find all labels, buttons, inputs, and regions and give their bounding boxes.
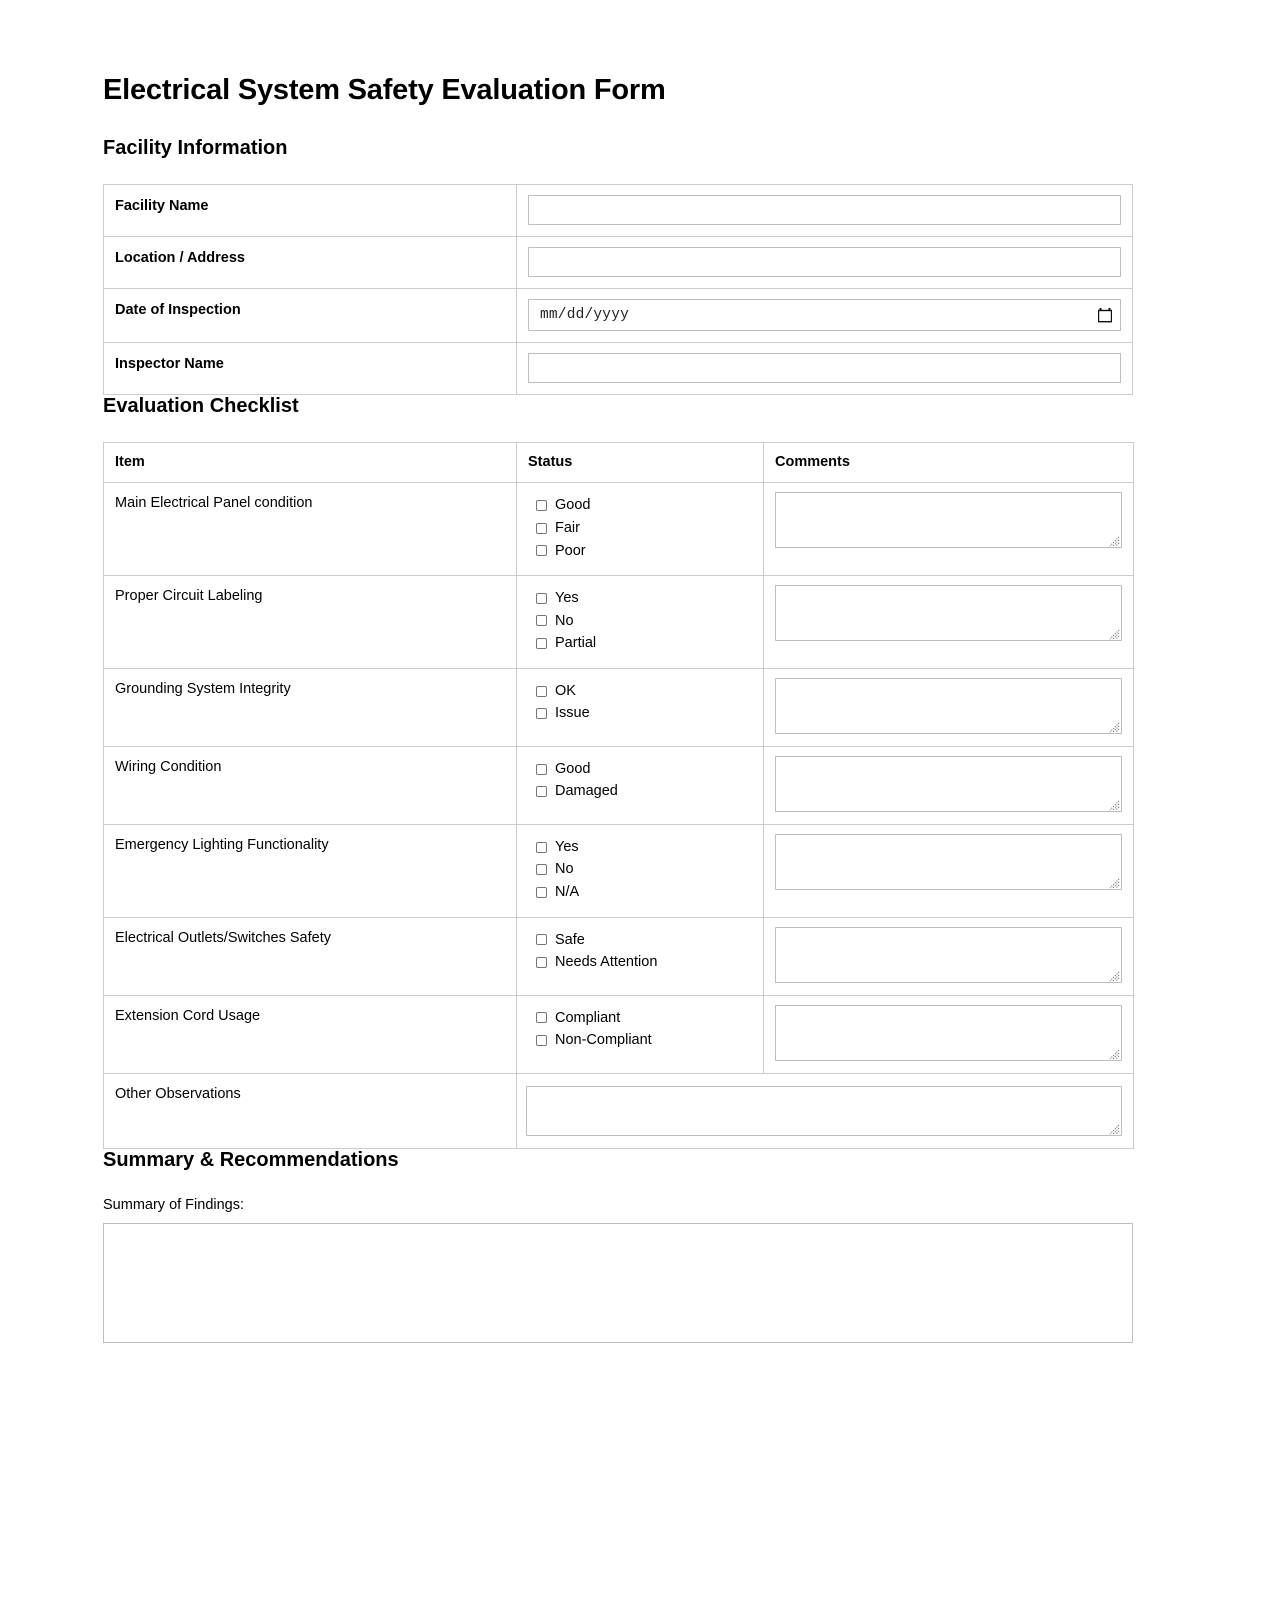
date-input-wrapper <box>528 299 1121 331</box>
table-row <box>104 668 1134 746</box>
status-option-label: Safe <box>555 931 585 948</box>
status-option-label: OK <box>555 682 576 699</box>
checklist-item-label: Proper Circuit Labeling <box>104 576 517 669</box>
checklist-comment-cell <box>764 576 1134 669</box>
status-option[interactable] <box>536 1030 752 1051</box>
location-address-input[interactable] <box>528 247 1121 277</box>
checklist-item-label: Main Electrical Panel condition <box>104 483 517 576</box>
resize-grip-icon[interactable] <box>1108 534 1120 546</box>
table-row <box>104 343 1133 395</box>
checkbox-icon[interactable] <box>536 638 547 649</box>
checkbox-icon[interactable] <box>536 500 547 511</box>
resize-grip-icon[interactable] <box>1108 969 1120 981</box>
status-option[interactable] <box>536 588 752 609</box>
table-row <box>104 576 1134 669</box>
comment-textarea[interactable] <box>775 585 1122 641</box>
comment-textarea[interactable] <box>775 492 1122 548</box>
checklist-status-cell <box>517 746 764 824</box>
status-option-label: Yes <box>555 590 579 607</box>
status-option-label: Fair <box>555 519 580 536</box>
inspector-name-label: Inspector Name <box>104 343 517 395</box>
checklist-status-cell <box>517 917 764 995</box>
checklist-status-cell <box>517 483 764 576</box>
resize-grip-icon[interactable] <box>1108 627 1120 639</box>
checkbox-icon[interactable] <box>536 864 547 875</box>
column-header-status: Status <box>517 443 764 483</box>
column-header-item: Item <box>104 443 517 483</box>
checkbox-icon[interactable] <box>536 1035 547 1046</box>
status-option-label: Compliant <box>555 1009 621 1026</box>
inspector-name-input[interactable] <box>528 353 1121 383</box>
evaluation-checklist-table <box>103 442 1134 1148</box>
other-observations-cell <box>517 1073 1134 1148</box>
comment-textarea[interactable] <box>775 756 1122 812</box>
resize-grip-icon[interactable] <box>1108 1122 1120 1134</box>
status-option-label: Needs Attention <box>555 954 658 971</box>
status-option[interactable] <box>536 759 752 780</box>
status-option-label: No <box>555 861 574 878</box>
checklist-status-cell <box>517 824 764 917</box>
status-option[interactable] <box>536 518 752 539</box>
column-header-comments: Comments <box>764 443 1134 483</box>
status-option-label: Poor <box>555 542 586 559</box>
checklist-table-head <box>104 443 1134 483</box>
checklist-comment-cell <box>764 824 1134 917</box>
summary-of-findings-label: Summary of Findings: <box>103 1196 245 1213</box>
table-row <box>104 1073 1134 1148</box>
checklist-status-cell <box>517 995 764 1073</box>
status-option[interactable] <box>536 882 752 903</box>
date-of-inspection-label: Date of Inspection <box>104 289 517 343</box>
status-option[interactable] <box>536 681 752 702</box>
checkbox-icon[interactable] <box>536 957 547 968</box>
table-row <box>104 483 1134 576</box>
checkbox-icon[interactable] <box>536 764 547 775</box>
date-of-inspection-input[interactable] <box>528 299 1121 331</box>
checklist-status-cell <box>517 576 764 669</box>
location-address-label: Location / Address <box>104 237 517 289</box>
status-option-label: Damaged <box>555 783 618 800</box>
facility-name-input[interactable] <box>528 195 1121 225</box>
comment-textarea[interactable] <box>775 834 1122 890</box>
status-option[interactable] <box>536 703 752 724</box>
status-option[interactable] <box>536 930 752 951</box>
comment-textarea[interactable] <box>775 927 1122 983</box>
facility-name-label: Facility Name <box>104 185 517 237</box>
page-title: Electrical System Safety Evaluation Form <box>103 74 666 106</box>
status-option-label: Good <box>555 760 591 777</box>
checklist-item-label: Electrical Outlets/Switches Safety <box>104 917 517 995</box>
checklist-section-heading: Evaluation Checklist <box>103 395 299 418</box>
other-observations-label: Other Observations <box>104 1073 517 1148</box>
resize-grip-icon[interactable] <box>1108 876 1120 888</box>
table-row <box>104 237 1133 289</box>
facility-table-body <box>104 185 1133 395</box>
facility-section-heading: Facility Information <box>103 137 288 160</box>
checklist-status-cell <box>517 668 764 746</box>
checkbox-icon[interactable] <box>536 842 547 853</box>
status-option-label: Good <box>555 497 591 514</box>
resize-grip-icon[interactable] <box>1108 1047 1120 1059</box>
status-option[interactable] <box>536 859 752 880</box>
checklist-comment-cell <box>764 995 1134 1073</box>
status-option[interactable] <box>536 495 752 516</box>
status-option-label: No <box>555 612 574 629</box>
checkbox-icon[interactable] <box>536 686 547 697</box>
table-row <box>104 917 1134 995</box>
status-option[interactable] <box>536 611 752 632</box>
status-option-label: Non-Compliant <box>555 1032 652 1049</box>
status-option[interactable] <box>536 541 752 562</box>
other-observations-textarea[interactable] <box>526 1086 1122 1136</box>
status-option-label: Yes <box>555 838 579 855</box>
checklist-item-label: Wiring Condition <box>104 746 517 824</box>
checklist-item-label: Extension Cord Usage <box>104 995 517 1073</box>
checklist-comment-cell <box>764 917 1134 995</box>
table-row <box>104 289 1133 343</box>
checklist-comment-cell <box>764 668 1134 746</box>
facility-information-table <box>103 184 1133 395</box>
checkbox-icon[interactable] <box>536 1012 547 1023</box>
checklist-item-label: Grounding System Integrity <box>104 668 517 746</box>
status-option[interactable] <box>536 633 752 654</box>
status-option-label: Issue <box>555 705 590 722</box>
checkbox-icon[interactable] <box>536 593 547 604</box>
checkbox-icon[interactable] <box>536 523 547 534</box>
resize-grip-icon[interactable] <box>1108 798 1120 810</box>
summary-of-findings-textarea[interactable] <box>103 1223 1133 1343</box>
summary-section-heading: Summary & Recommendations <box>103 1148 399 1171</box>
checklist-item-label: Emergency Lighting Functionality <box>104 824 517 917</box>
status-option[interactable] <box>536 952 752 973</box>
checklist-comment-cell <box>764 746 1134 824</box>
checkbox-icon[interactable] <box>536 786 547 797</box>
status-option[interactable] <box>536 781 752 802</box>
status-option-label: N/A <box>555 883 580 900</box>
table-row <box>104 995 1134 1073</box>
date-of-inspection-cell <box>517 289 1133 343</box>
checkbox-icon[interactable] <box>536 615 547 626</box>
location-address-cell <box>517 237 1133 289</box>
comment-textarea[interactable] <box>775 678 1122 734</box>
checkbox-icon[interactable] <box>536 887 547 898</box>
comment-textarea[interactable] <box>775 1005 1122 1061</box>
checklist-table-body <box>104 483 1134 1148</box>
status-option[interactable] <box>536 837 752 858</box>
inspector-name-cell <box>517 343 1133 395</box>
table-row <box>104 746 1134 824</box>
checkbox-icon[interactable] <box>536 934 547 945</box>
table-row <box>104 824 1134 917</box>
checkbox-icon[interactable] <box>536 545 547 556</box>
resize-grip-icon[interactable] <box>1108 720 1120 732</box>
checkbox-icon[interactable] <box>536 708 547 719</box>
facility-name-cell <box>517 185 1133 237</box>
table-header-row <box>104 443 1134 483</box>
table-row <box>104 185 1133 237</box>
status-option[interactable] <box>536 1008 752 1029</box>
status-option-label: Partial <box>555 635 597 652</box>
checklist-comment-cell <box>764 483 1134 576</box>
